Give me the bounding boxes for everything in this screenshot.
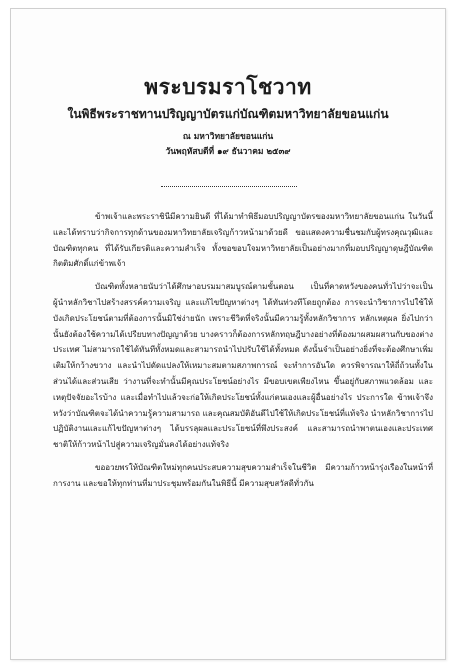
speech-body: [53, 209, 433, 499]
paragraph-3: ขออวยพรให้บัณฑิตใหม่ทุกคนประสบความสุขความสำเร็จในชีวิต มีความก้าวหน้ารุ่งเรืองในหน้าที่การงาน และขอให้ทุกท่านที่มาประชุมพร้อมกันในพิธีนี้ มีความสุขสวัสดีทั่วกัน: [53, 462, 433, 488]
paragraph-1: ข้าพเจ้าและพระราชินีมีความยินดี ที่ได้มาทำพิธีมอบปริญญาบัตรของมหาวิทยาลัยขอนแก่น ในวันนี้ และได้ทราบว่ากิจการทุกด้านของมหาวิทยาลัยเจริญก้าวหน้ามาด้วยดี ขอแสดงความชื่นชมกับผู้ทรงคุณวุฒิและบัณฑิตทุกคน ที่ได้รับเกียรติและความสำเร็จ ทั้งขอขอบใจมหาวิทยาลัยเป็นอย่างมากที่มอบปริญญาดุษฎีบัณฑิตกิตติมศักดิ์แก่ข้าพเจ้า: [53, 212, 433, 269]
paragraph-2: บัณฑิตทั้งหลายนับว่าได้ศึกษาอบรมมาสมบูรณ์ตามขั้นตอน เป็นที่คาดหวังของคนทั่วไปว่าจะเป็นผู้นำหลักวิชาไปสร้างสรรค์ความเจริญ และแก้ไขปัญหาต่างๆ ได้ทันท่วงทีโดยถูกต้อง การจะนำวิชาการไปใช้ให้บังเกิดประโยชน์ตามที่ต้องการนั้นมิใช่ง่ายนัก เพราะชีวิตที่จริงนั้นมีความรู้ทั้งหลักวิชาการ หลักเหตุผล ยิ่งไปกว่านั้นยังต้องใช้ความได้เปรียบทางปัญญาด้วย บางคราวก็ต้องการหลักทฤษฎีบางอย่างที่ต้องมาผสมผสานกับของต่างประเทศ ไม่สามารถใช้ได้ทันทีทั้งหมดและสามารถนำไปปรับใช้ได้ทั้งหมด ดังนั้นจำเป็นอย่างยิ่งที่จะต้องศึกษาเพิ่มเติมให้กว้างขวาง และนำไปดัดแปลงให้เหมาะสมตามสภาพการณ์ จะทำการอันใด ควรพิจารณาให้ถี่ถ้วนทั้งในส่วนได้และส่วนเสีย ว่างานที่จะทำนั้นมีคุณประโยชน์อย่างไร มีขอบเขตเพียงไหน ขึ้นอยู่กับสภาพแวดล้อม และเหตุปัจจัยอะไรบ้าง และเมื่อทำไปแล้วจะก่อให้เกิดประโยชน์ทั้งแก่ตนเองและผู้อื่นอย่างไร ประการใด ข้าพเจ้าจึงหวังว่าบัณฑิตจะได้นำความรู้ความสามารถ และคุณสมบัติอันดีไปใช้ให้เกิดประโยชน์ที่แท้จริง นำหลักวิชาการไปปฏิบัติงานและแก้ไขปัญหาต่างๆ ได้บรรลุผลและประโยชน์ที่พึงประสงค์ และสามารถนำพาตนเองและประเทศชาติให้ก้าวหน้าไปสู่ความเจริญมั่นคงได้อย่างแท้จริง: [53, 282, 433, 450]
event-place: ณ มหาวิทยาลัยขอนแก่น: [182, 132, 274, 142]
document-page: [10, 8, 446, 660]
separator-line: [161, 186, 297, 187]
event-date: วันพฤหัสบดีที่ ๑๙ ธันวาคม ๒๕๓๙: [165, 147, 291, 157]
document-title: พระบรมราโชวาท: [144, 74, 312, 99]
document-subtitle: ในพิธีพระราชทานปริญญาบัตรแก่บัณฑิตมหาวิทยาลัยขอนแก่น: [67, 107, 389, 121]
